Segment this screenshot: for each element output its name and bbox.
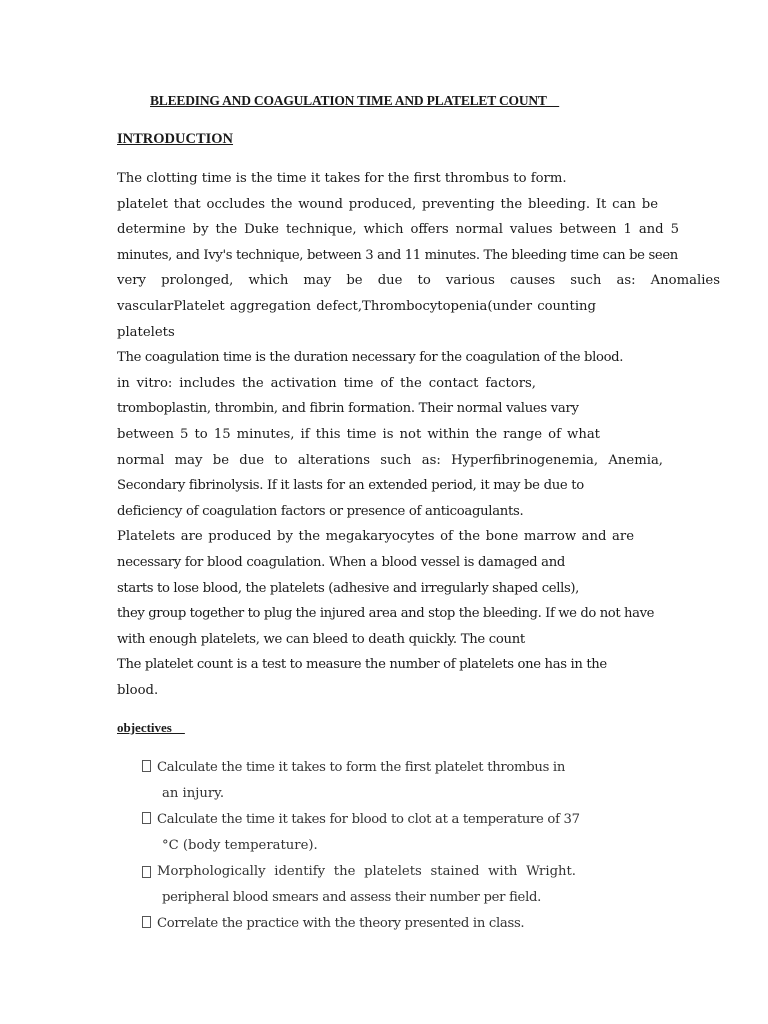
objective-text: Calculate the time it takes for blood to clot at a temperature of 37: [157, 812, 580, 827]
missing-glyph-box-icon: [142, 812, 151, 824]
paragraph-line: between 5 to 15 minutes, if this time is not within the range of what: [117, 426, 600, 442]
document-title: BLEEDING AND COAGULATION TIME AND PLATELET COUNT: [150, 93, 560, 108]
paragraph-line: deficiency of coagulation factors or presence of anticoagulants.: [117, 503, 524, 519]
objectives-heading: objectives: [117, 720, 185, 735]
list-item-continuation: peripheral blood smears and assess their number per field.: [162, 890, 542, 905]
paragraph-line: necessary for blood coagulation. When a blood vessel is damaged and: [117, 554, 566, 570]
paragraph-line: platelet that occludes the wound produced, preventing the bleeding. It can be: [117, 196, 658, 212]
list-item: [142, 859, 602, 885]
missing-glyph-box-icon: [142, 916, 151, 928]
paragraph-line: blood.: [117, 682, 159, 698]
objective-text: Morphologically identify the platelets stained with Wright.: [157, 864, 576, 879]
objective-text: Correlate the practice with the theory presented in class.: [157, 916, 525, 931]
paragraph-line: starts to lose blood, the platelets (adhesive and irregularly shaped cells),: [117, 580, 580, 596]
list-item: [142, 755, 602, 781]
paragraph-line: The platelet count is a test to measure the number of platelets one has in the: [117, 657, 607, 673]
introduction-body: [117, 166, 720, 703]
list-item-continuation: an injury.: [162, 786, 225, 801]
paragraph-line: determine by the Duke technique, which offers normal values between 1 and 5: [117, 222, 679, 238]
list-item-continuation: °C (body temperature).: [162, 838, 318, 853]
paragraph-line: The clotting time is the time it takes for the first thrombus to form.: [117, 171, 567, 186]
paragraph-line: tromboplastin, thrombin, and fibrin formation. Their normal values vary: [117, 401, 579, 417]
paragraph-line: normal may be due to alterations such as: Hyperfibrinogenemia, Anemia,: [117, 452, 663, 468]
paragraph-line: in vitro: includes the activation time of the contact factors,: [117, 375, 536, 391]
paragraph-line: with enough platelets, we can bleed to death quickly. The count: [117, 631, 525, 647]
paragraph-line: Secondary fibrinolysis. If it lasts for an extended period, it may be due to: [117, 478, 584, 494]
introduction-heading: INTRODUCTION: [117, 131, 234, 147]
list-item: [142, 807, 602, 833]
paragraph-line: very prolonged, which may be due to various causes such as: Anomalies: [117, 273, 720, 289]
paragraph-line: minutes, and Ivy's technique, between 3 and 11 minutes. The bleeding time can be seen: [117, 247, 678, 263]
objectives-list: [142, 755, 602, 937]
paragraph-line: they group together to plug the injured area and stop the bleeding. If we do not have: [117, 606, 655, 622]
missing-glyph-box-icon: [142, 760, 151, 772]
paragraph-line: The coagulation time is the duration necessary for the coagulation of the blood.: [117, 350, 624, 366]
paragraph-line: vascularPlatelet aggregation defect,Thrombocytopenia(under counting: [117, 298, 596, 314]
list-item: [142, 911, 602, 937]
paragraph-line: platelets: [117, 324, 175, 340]
paragraph-line: Platelets are produced by the megakaryocytes of the bone marrow and are: [117, 529, 634, 545]
objective-text: Calculate the time it takes to form the first platelet thrombus in: [157, 760, 566, 775]
missing-glyph-box-icon: [142, 866, 151, 878]
